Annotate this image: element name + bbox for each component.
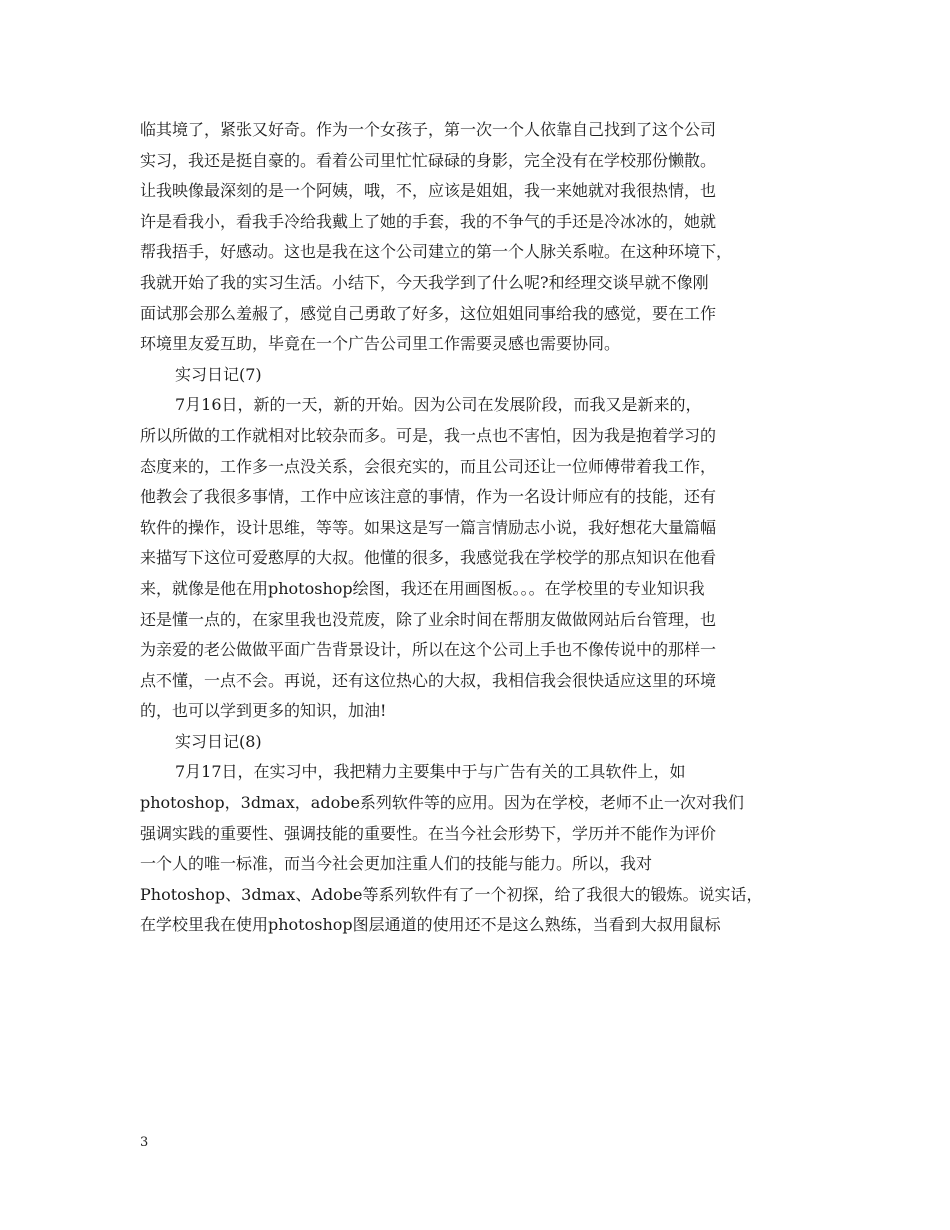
text-line: 7月17日，在实习中，我把精力主要集中于与广告有关的工具软件上，如	[175, 762, 686, 782]
document-body	[140, 115, 820, 941]
text-line: 许是看我小，看我手冷给我戴上了她的手套，我的不争气的手还是冷冰冰的，她就	[140, 211, 717, 231]
text-line: 帮我捂手，好感动。这也是我在这个公司建立的第一个人脉关系啦。在这种环境下，	[140, 242, 733, 262]
text-line: 为亲爱的老公做做平面广告背景设计，所以在这个公司上手也不像传说中的那样一	[140, 640, 717, 660]
text-line: 让我映像最深刻的是一个阿姨，哦，不，应该是姐姐，我一来她就对我很热情，也	[140, 181, 717, 201]
text-line: 态度来的，工作多一点没关系，会很充实的，而且公司还让一位师傅带着我工作，	[140, 456, 717, 476]
text-line: 强调实践的重要性、强调技能的重要性。在当今社会形势下，学历并不能作为评价	[140, 823, 717, 843]
text-line: 来，就像是他在用photoshop绘图，我还在用画图板。。。在学校里的专业知识我	[140, 578, 705, 598]
text-line: 来描写下这位可爱憨厚的大叔。他懂的很多，我感觉我在学校学的那点知识在他看	[140, 548, 717, 568]
section-heading: 实习日记(8)	[175, 731, 262, 751]
text-line: photoshop，3dmax，adobe系列软件等的应用。因为在学校，老师不止一次对我们	[140, 793, 744, 813]
text-line: 点不懂，一点不会。再说，还有这位热心的大叔，我相信我会很快适应这里的环境	[140, 670, 717, 690]
text-line: 临其境了，紧张又好奇。作为一个女孩子，第一次一个人依靠自己找到了这个公司	[140, 120, 717, 139]
text-line: 还是懂一点的，在家里我也没荒废，除了业余时间在帮朋友做做网站后台管理，也	[140, 609, 717, 629]
text-line: 软件的操作，设计思维，等等。如果这是写一篇言情励志小说，我好想花大量篇幅	[140, 517, 717, 537]
text-line: 我就开始了我的实习生活。小结下，今天我学到了什么呢?和经理交谈早就不像刚	[140, 272, 709, 292]
text-line: 他教会了我很多事情，工作中应该注意的事情，作为一名设计师应有的技能，还有	[140, 487, 717, 507]
text-line: Photoshop、3dmax、Adobe等系列软件有了一个初探，给了我很大的锻炼。说实话，	[140, 884, 763, 904]
text-line: 的，也可以学到更多的知识，加油!	[140, 701, 387, 721]
text-line: 一个人的唯一标准，而当今社会更加注重人们的技能与能力。所以，我对	[140, 854, 653, 874]
text-line: 在学校里我在使用photoshop图层通道的使用还不是这么熟练，当看到大叔用鼠标	[140, 915, 721, 935]
page-number: 3	[140, 1135, 149, 1150]
text-line: 所以所做的工作就相对比较杂而多。可是，我一点也不害怕，因为我是抱着学习的	[140, 425, 717, 445]
text-line: 环境里友爱互助，毕竟在一个广告公司里工作需要灵感也需要协同。	[140, 334, 621, 354]
text-line: 7月16日，新的一天，新的开始。因为公司在发展阶段，而我又是新来的，	[175, 395, 702, 415]
text-line: 实习，我还是挺自豪的。看着公司里忙忙碌碌的身影，完全没有在学校那份懒散。	[140, 150, 717, 170]
text-line: 面试那会那么羞赧了，感觉自己勇敢了好多，这位姐姐同事给我的感觉，要在工作	[140, 303, 717, 323]
section-heading: 实习日记(7)	[175, 364, 262, 384]
